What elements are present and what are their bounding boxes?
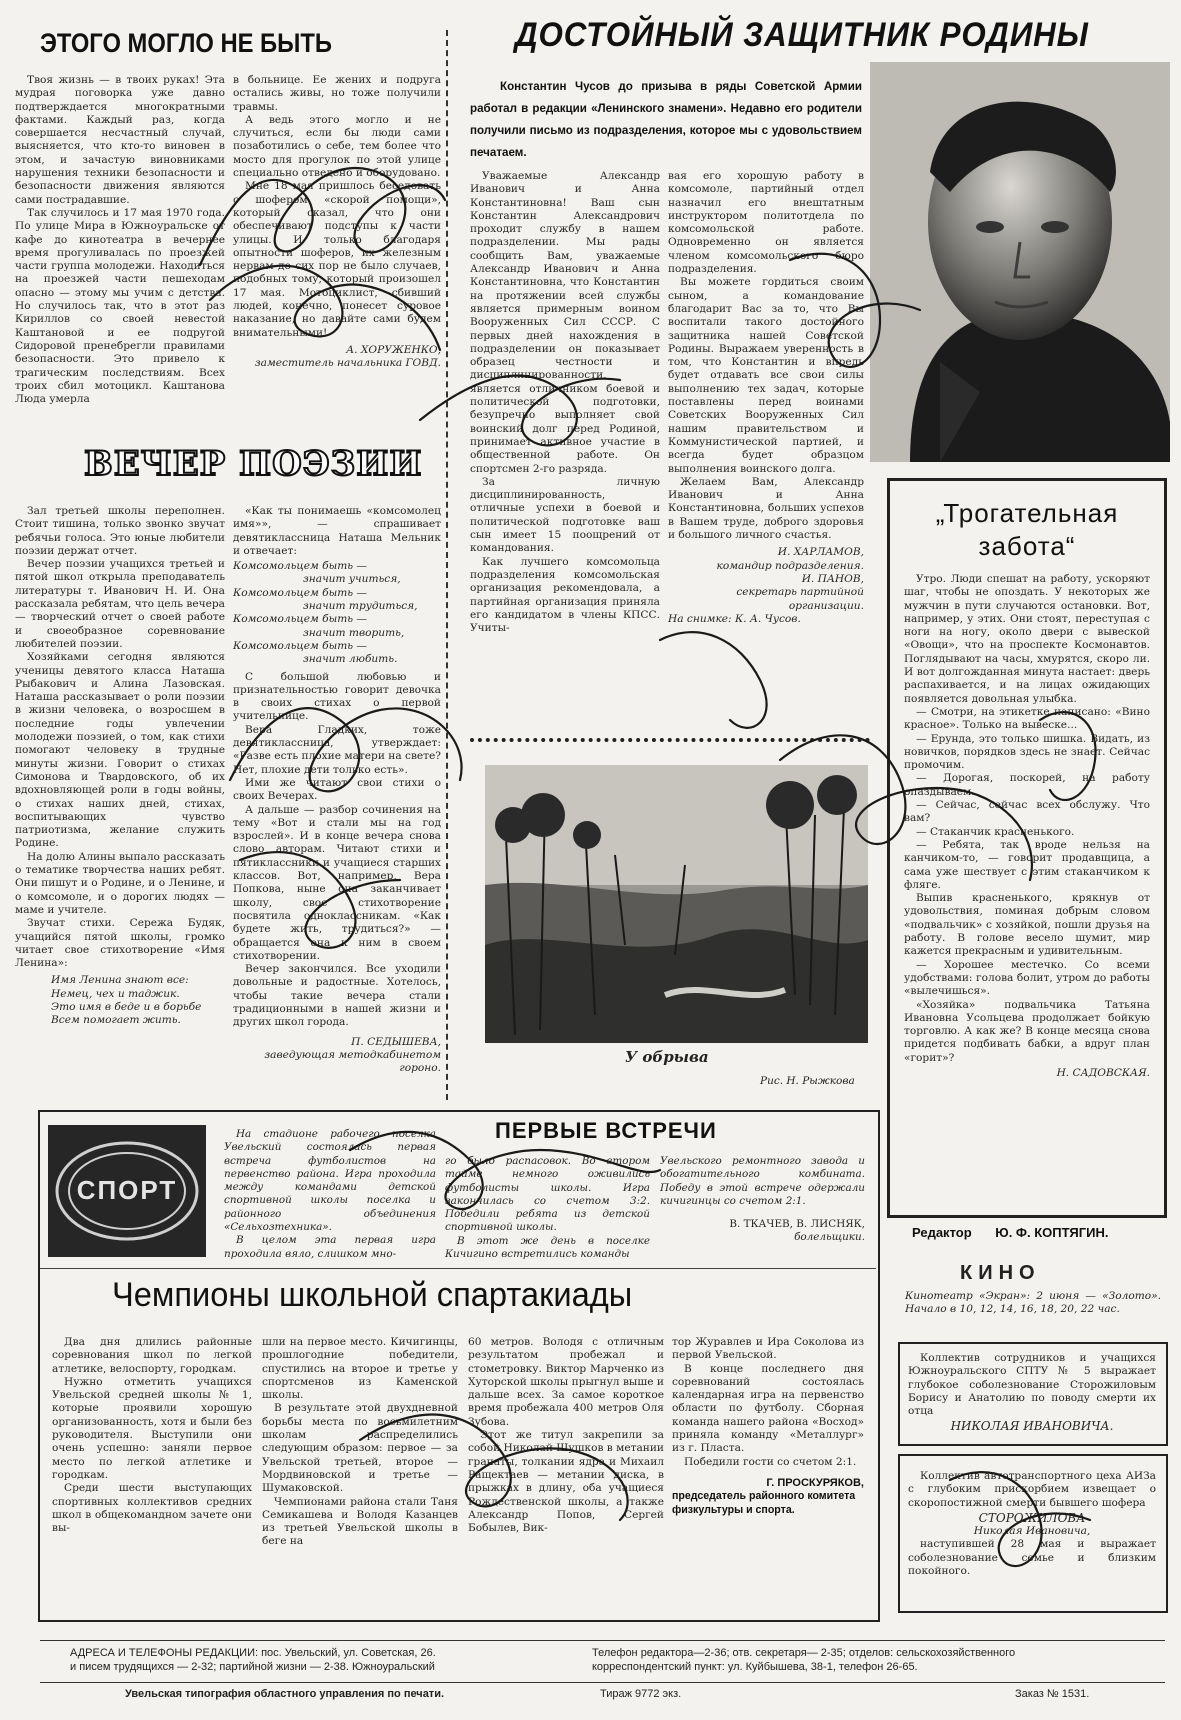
article3-signature1: И. ХАРЛАМОВ, [777, 546, 864, 559]
paragraph: вая его хорошую работу в комсомоле, партийный отдел назначил его внештатным инструктором политотдела по комсомольской работе. Одновременно он является членом комсомольского бюро подразделения. [668, 170, 864, 276]
footer-line4: корреспондентский пункт: ул. Куйбышева, 38-1, телефон 26-65. [592, 1661, 918, 1673]
champions-col2 [262, 1336, 458, 1549]
illustration-image [485, 765, 868, 1043]
paragraph: В этот же день в поселке Кичигино встретились команды [445, 1234, 650, 1261]
illustration-caption: У обрыва [625, 1048, 709, 1066]
paragraph: — Ерунда, это только шишка. Видать, из новичков, порядков здесь не знает. Сейчас промочим. [904, 732, 1150, 772]
article1-signature-role: заместитель начальника ГОВД. [254, 357, 441, 370]
paragraph: — Сейчас, сейчас всех обслужу. Что вам? [904, 799, 1150, 825]
poem-line: значит любить. [303, 653, 398, 666]
article1-col2 [233, 74, 441, 371]
illustration-credit: Рис. Н. Рыжкова [760, 1075, 855, 1087]
article2-title: ВЕЧЕР ПОЭЗИИ [84, 444, 423, 484]
champions-signature: Г. ПРОСКУРЯКОВ, [766, 1476, 864, 1489]
paragraph: Ими же читают свои стихи о своих Вечерах. [233, 776, 441, 803]
obit1-name: НИКОЛАЯ ИВАНОВИЧА. [950, 1419, 1114, 1434]
footer-phones [592, 1646, 1162, 1674]
paragraph: Вы можете гордиться своим сыном, а командование благодарит Вас за то, что Вы воспитали такого достойного защитника нашей Советской Родины. Выражаем уверенность в том, что Константин и впредь будет отдавать все свои силы выполнению тех задач, которые поставлены перед воинами Советских Вооруженных Сил нашим правительством и Коммунистической партией, и всегда будет образцом выполнения воинского долга. [668, 276, 864, 475]
poem2 [233, 560, 441, 666]
paragraph: А ведь этого могло и не случиться, если бы люди сами позаботились о себе, тем более что мосто для прогулок по этой улице специально отведено и оборудовано. [233, 113, 441, 180]
obit2-box [898, 1454, 1168, 1613]
article3-col1 [470, 170, 660, 635]
article1-title: ЭТОГО МОГЛО НЕ БЫТЬ [40, 28, 332, 58]
article3-signature2-role: секретарь партийной организации. [736, 586, 864, 612]
paragraph: За личную дисциплинированность, отличные успехи в боевой и политической подготовке ваш сын имеет 15 поощрений от командования. [470, 475, 660, 555]
obit2-name1: СТОРОЖИЛОВА [978, 1510, 1086, 1525]
article3-signature2: И. ПАНОВ, [801, 572, 864, 585]
column-divider [446, 30, 448, 1100]
paragraph: Твоя жизнь — в твоих руках! Эта мудрая поговорка уже давно подтверждается многократными фактами. Каждый раз, когда совершается несчастный случай, выясняется, что кто-то виновен в этом, и зачастую виновниками нарушения техники безопасности и безопасности движения являются сами пострадавшие. [15, 74, 225, 206]
paragraph: Нужно отметить учащихся Увельской средней школы № 1, которые проявили хорошую организованность, хотя и были без руководителя. Выступили они очень успешно: заняли первое место по легкой атлетике и городкам. [52, 1375, 252, 1481]
sport-col2 [445, 1155, 650, 1261]
editor-label: Редактор [912, 1225, 972, 1240]
obit2-name2: Николая Ивановича, [973, 1525, 1091, 1538]
paragraph: Выпив красненького, крякнув от удовольствия, поминая добрым словом «подвальчик» с хозяйкой, пошли друзья на работу. В голове весело шумит, мир кажется прекрасным и удивительным. [904, 892, 1150, 958]
paragraph: В целом эта первая игра проходила вяло, слишком мно- [224, 1234, 436, 1260]
poem-line: Всем помогает жить. [51, 1014, 181, 1027]
poem-line: значит трудиться, [303, 600, 418, 613]
poem-line: значит учиться, [303, 573, 401, 586]
article4-signature: Н. САДОВСКАЯ. [1056, 1066, 1150, 1079]
paragraph: Как лучшего комсомольца подразделения комсомольская организация рекомендовала, а партийная организация приняла его кандидатом в члены КПСС. Учиты- [470, 555, 660, 635]
article2-col1 [15, 505, 225, 1028]
paragraph: На стадионе рабочего поселка Увельский состоялась первая встреча футболистов на первенство района. Игра проходила между командами детской спортивной школы поселка и районного объединения «Сельхозтехника». [224, 1128, 436, 1234]
footer-rule-bottom [40, 1682, 1165, 1683]
footer-line3: Телефон редактора—2-36; отв. секретаря— 2-35; отделов: сельскохозяйственного [592, 1647, 1016, 1659]
paragraph: «Как ты понимаешь «комсомолец имя»», — спрашивает девятиклассница Наташа Мельник и отвечает: [233, 505, 441, 557]
article3-signature1-role: командир подразделения. [716, 559, 864, 572]
paragraph: 60 метров. Володя с отличным результатом пробежал и стометровку. Виктор Марченко из Хуторской школы прыгнул выше и дальше всех. За самое короткое время пробежала 400 метров Оля Зубова. [468, 1336, 664, 1428]
obit1-box [898, 1342, 1168, 1446]
editor-line [912, 1225, 1108, 1240]
paragraph: Звучат стихи. Сережа Будяк, учащийся пятой школы, громко читает свое стихотворение «Имя Ленина»: [15, 917, 225, 970]
paragraph: Два дня длились районные соревнования школ по легкой атлетике, велоспорту, городкам. [52, 1336, 252, 1375]
paragraph: На долю Алины выпало рассказать о тематике творчества наших ребят. Они пишут и о Родине, и о Ленине, и о комсомоле, и о дорогих людях — маме и учителе. [15, 850, 225, 916]
paragraph: — Стаканчик красненького. [916, 825, 1075, 838]
paragraph: Чемпионами района стали Таня Семикашева и Володя Казанцев из третьей Увельской школы в беге на [262, 1495, 458, 1548]
paragraph: тор Журавлев и Ира Соколова из первой Увельской. [672, 1336, 864, 1362]
paragraph: Зал третьей школы переполнен. Стоит тишина, только звонко звучат ребячьи голоса. Это юные любители поэзии держат отчет. [15, 505, 225, 557]
footer-tirazh: Тираж 9772 экз. [600, 1688, 682, 1700]
paragraph: Среди шести выступающих спортивных коллективов средних школ в общекомандном зачете они вы- [52, 1482, 252, 1535]
sport-col1 [224, 1128, 436, 1261]
poem-line: Немец, чех и таджик. [51, 987, 180, 1000]
paragraph: В результате этой двухдневной борьбы места по восьмилетним школам распределились следующим образом: первое — за Увельской третьей, второе — Мордвиновской и третье — Шумаковской. [262, 1402, 458, 1495]
paragraph: А дальше — разбор сочинения на тему «Вот и стали мы на год взрослей». И в конце вечера снова слово авторам. Читают стихи и пятиклассники и учащиеся старших классов. Вот, например, Вера Попкова, ныне она заканчивает школу, свое стихотворение посвятила одноклассникам. «Как будете жить, трудиться?» — обращается она к ним в своем стихотворении. [233, 803, 441, 962]
kino-text: Кинотеатр «Экран»: 2 июня — «Золото». Начало в 10, 12, 14, 16, 18, 20, 22 час. [905, 1290, 1161, 1316]
poem-line: Комсомольцем быть — [233, 560, 368, 573]
obit2-text: Коллектив автотранспортного цеха АИЗа с глубоким прискорбием извещает о скоропостижной смерти бывшего шофера [908, 1470, 1156, 1509]
article2-signature: П. СЕДЫШЕВА, [351, 1035, 441, 1048]
poem-line: Имя Ленина знают все: [51, 974, 189, 987]
poem-line: Это имя в беде и в борьбе [51, 1000, 202, 1013]
paragraph: В конце последнего дня соревнований состоялась календарная игра на первенство области по футболу. Сборная команда нашего района «Восход» приняла команду «Металлург» из г. Пласта. [672, 1362, 864, 1455]
paragraph: — Смотри, на этикетке написано: «Вино красное». Только на вывеске... [904, 705, 1150, 732]
footer-printer: Увельская типография областного управления по печати. [125, 1688, 445, 1700]
kino-title: КИНО [960, 1262, 1041, 1284]
paragraph: Утро. Люди спешат на работу, ускоряют шаг, чтобы не опоздать. У некоторых же мужчин в пути случаются остановки. Вот, например, у этих. Они стоят, переступая с ноги на ногу, около двери с вывеской «Овощи», что на проспекте Космонавтов. Поглядывают на часы, хмурятся, скоро ли. И вот долгожданная минута настает: дверь распахивается, и на лицах ожидающих появляется довольная улыбка. [904, 573, 1150, 705]
paragraph: С большой любовью и признательностью говорит девочка в своих стихах о первой учительнице. [233, 670, 441, 723]
paragraph: шли на первое место. Кичигинцы, прошлогодние победители, спустились на второе и третье у спортсменов из Каменской школы. [262, 1336, 458, 1402]
article4-body [904, 573, 1150, 1080]
poem-line: значит творить, [303, 626, 405, 639]
sport-divider [40, 1268, 876, 1269]
poem1 [15, 974, 225, 1027]
article2-col2 [233, 505, 441, 1075]
sport-title: ПЕРВЫЕ ВСТРЕЧИ [495, 1118, 717, 1143]
paragraph: в больнице. Ее жених и подруга остались живы, но тоже получили травмы. [233, 74, 441, 113]
obit1-body [908, 1352, 1156, 1434]
footer-line1: АДРЕСА И ТЕЛЕФОНЫ РЕДАКЦИИ: пос. Увельский, ул. Советская, 26. [70, 1647, 436, 1659]
champions-col1 [52, 1336, 252, 1535]
paragraph: Желаем Вам, Александр Иванович и Анна Константиновна, больших успехов в Вашем труде, доброго здоровья и большого личного счастья. [668, 475, 864, 542]
article4-box [887, 478, 1167, 1218]
paragraph: Вечер закончился. Все уходили довольные и радостные. Хотелось, чтобы такие вечера стали традиционными в нашей жизни и других школ города. [233, 963, 441, 1029]
obit2-text2: наступившей 28 мая и выражает соболезнование семье и близким покойного. [908, 1538, 1156, 1578]
footer-order: Заказ № 1531. [1015, 1688, 1090, 1700]
champions-col4 [672, 1336, 864, 1517]
paragraph: Вера Гладких, тоже девятиклассница, утверждает: «Разве есть плохие матери на свете? Нет, плохие дети только есть». [233, 723, 441, 776]
sport-logo-text: СПОРТ [76, 1175, 178, 1205]
section-divider [470, 738, 870, 742]
paragraph: Уважаемые Александр Иванович и Анна Константиновна! Ваш сын Константин Александрович проходит службу в нашем подразделении. Мы рады сообщить Вам, уважаемые Александр Иванович и Анна Константиновна, что Константин на протяжении всей службы является примерным воином Вооруженных Сил СССР. С первых дней нахождения в подразделении он показывает образец честности и дисциплинированности, является отличником боевой и политической подготовки, безупречно выполняет свой воинский долг перед Родиной, принимает активное участие в общественной работе. Он спортсмен 2-го разряда. [470, 170, 660, 475]
portrait-photo [870, 62, 1170, 462]
photo-caption: На снимке: К. А. Чусов. [668, 612, 801, 625]
article4-title: „Трогательная забота“ [935, 498, 1119, 561]
paragraph: Вечер поэзии учащихся третьей и пятой школ открыла преподаватель литературы т. Иванович Н. И. Она рассказала ребятам, что цель вечера — творческий отчет о своей работе и своеобразное соревнование любителей поэзии. [15, 558, 225, 650]
paragraph: Так случилось и 17 мая 1970 года. По улице Мира в Южноуральске от кафе до кинотеатра в вечернее время прогуливалась по проезжей части группа молодежи. Находиться на проезжей части пешеходам опасно — этому мы учим с детства. Но случилось так, что в этот раз Кириллов со своей невестой Каштановой и ее подругой Сидоровой пренебрегли правилами безопасности. Это привело к трагическим последствиям. Всех троих сбил мотоцикл. Каштанова Люда умерла [15, 206, 225, 406]
editor-name: Ю. Ф. КОПТЯГИН. [995, 1225, 1109, 1240]
article3-title: ДОСТОЙНЫЙ ЗАЩИТНИК РОДИНЫ [515, 16, 1089, 54]
article1-col1 [15, 74, 225, 406]
paragraph: — Хорошее местечко. Со всеми удобствами: голова болит, утром до работы «вылечишься». [904, 958, 1150, 998]
sport-signature: В. ТКАЧЕВ, В. ЛИСНЯК, [729, 1218, 865, 1231]
obit1-text: Коллектив сотрудников и учащихся Южноуральского СПТУ № 5 выражает глубокое соболезнование Сторожиловым Борису и Анатолию по поводу смерти их отца [908, 1352, 1156, 1418]
article3-col2 [668, 170, 864, 626]
paragraph: Хозяйками сегодня являются ученицы девятого класса Наташа Рыбакович и Алина Лазовская. Наташа рассказывает о роли поэзии в жизни человека, о возросшем в последние годы увлечении молодежи поэзией, о том, как стихи помогают человеку в трудные минуты жизни. Говорит о стихах Симонова и Твардовского, об их вдохновляющей роли в годы войны, о стихах наших дней, стихах, воспитывающих чувство патриотизма, желание служить Родине. [15, 651, 225, 850]
obit2-body [908, 1470, 1156, 1578]
poem-line: Комсомольцем быть — [233, 639, 368, 652]
footer-line2: и писем трудящихся — 2-32; партийной жизни — 2-38. Южноуральский [70, 1661, 435, 1673]
paragraph: го было распасовок. Во втором тайме немного оживились футболисты школы. Игра закончилась со счетом 3:2. Победили ребята из детской спортивной школы. [445, 1155, 650, 1234]
footer-rule-top [40, 1640, 1165, 1641]
footer-address [70, 1646, 590, 1674]
paragraph: «Хозяйка» подвальчика Татьяна Ивановна Усольцева продолжает бойкую торговлю. А как же? В конце месяца снова придется подбивать бабки, а вдруг план «горит»? [904, 998, 1150, 1064]
sport-col3 [660, 1155, 865, 1245]
paragraph: Этот же титул закрепили за собой Николай Шушков в метании гранаты, толкании ядра и Михаил Ращектаев — метании диска, в прыжках в длину, оба учащиеся Рождественской школы, а также Александр Попов, Сергей Бобылев, Вик- [468, 1429, 664, 1535]
poem-line: Комсомольцем быть — [233, 586, 368, 599]
article3-lead: Константин Чусов до призыва в ряды Советской Армии работал в редакции «Ленинского знамени». Недавно его родители получили письмо из подразделения, которое мы с удовольствием печатаем. [470, 80, 862, 159]
paragraph: Увельского ремонтного завода и обогатительного комбината. Победу в этой встрече одержали кичигинцы со счетом 2:1. [660, 1155, 865, 1207]
paragraph: Мне 18 мая пришлось беседовать с шофером «скорой помощи», который сказал, что они обеспечивают подступы к части улицы. И только благодаря опытности шоферов, их железным нервам до сих пор не было случаев, подобных тому, который произошел 17 мая. Мотоциклист, сбивший людей, конечно, понесет суровое наказание, но давайте сами будем внимательными! [233, 180, 441, 339]
article1-signature: А. ХОРУЖЕНКО, [346, 343, 441, 356]
champions-col3 [468, 1336, 664, 1535]
signature-stroke [660, 632, 767, 728]
sport-signature-role: болельщики. [794, 1231, 865, 1244]
champions-signature-role: председатель районного комитета физкультуры и спорта. [672, 1490, 856, 1516]
paragraph: — Дорогая, поскорей, на работу опаздываем. [904, 772, 1150, 798]
poem-line: Комсомольцем быть — [233, 613, 368, 626]
article2-signature-role: заведующая методкабинетом гороно. [264, 1048, 441, 1075]
paragraph: — Ребята, так вроде нельзя на канчиком-то, — говорит продавщица, а сама уже шествует с этим стаканчиком к фляге. [904, 838, 1150, 891]
sport-logo [48, 1125, 206, 1257]
champions-title: Чемпионы школьной спартакиады [112, 1276, 633, 1314]
paragraph: Победили гости со счетом 2:1. [684, 1455, 857, 1468]
